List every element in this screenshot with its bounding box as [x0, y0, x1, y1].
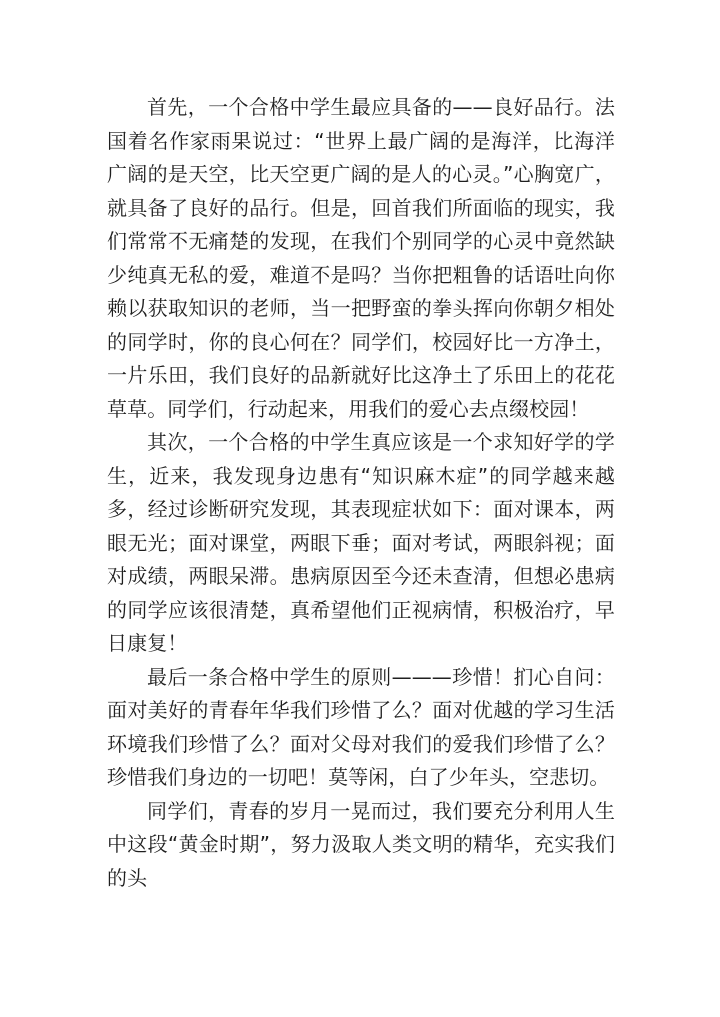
paragraph-good-conduct: 首先，一个合格中学生最应具备的——良好品行。法国着名作家雨果说过：“世界上最广阔的是海洋，比海洋广阔的是天空，比天空更广阔的是人的心灵。”心胸宽广，就具备了良好的品行。但是，回首我们所面临的现实，我们常常不无痛楚的发现，在我们个别同学的心灵中竟然缺少纯真无私的爱，难道不是吗？当你把粗鲁的话语吐向你赖以获取知识的老师，当一把野蛮的拳头挥向你朝夕相处的同学时，你的良心何在？同学们，校园好比一方净土，一片乐田，我们良好的品新就好比这净土了乐田上的花花草草。同学们，行动起来，用我们的爱心去点缀校园！: [107, 95, 615, 421]
paragraph-cherish: 最后一条合格中学生的原则———珍惜！扪心自问：面对美好的青春年华我们珍惜了么？面对优越的学习生活环境我们珍惜了么？面对父母对我们的爱我们珍惜了么？珍惜我们身边的一切吧！莫等闲，白了少年头，空悲切。: [107, 664, 615, 789]
paragraph-golden-period: 同学们，青春的岁月一晃而过，我们要充分利用人生中这段“黄金时期”，努力汲取人类文明的精华，充实我们的头: [107, 798, 615, 890]
document-body: [107, 91, 615, 895]
paragraph-eager-learning: 其次，一个合格的中学生真应该是一个求知好学的学生，近来，我发现身边患有“知识麻木症”的同学越来越多，经过诊断研究发现，其表现症状如下：面对课本，两眼无光；面对课堂，两眼下垂；面对考试，两眼斜视；面对成绩，两眼呆滞。患病原因至今还未查清，但想必患病的同学应该很清楚，真希望他们正视病情，积极治疗，早日康复！: [107, 430, 615, 655]
